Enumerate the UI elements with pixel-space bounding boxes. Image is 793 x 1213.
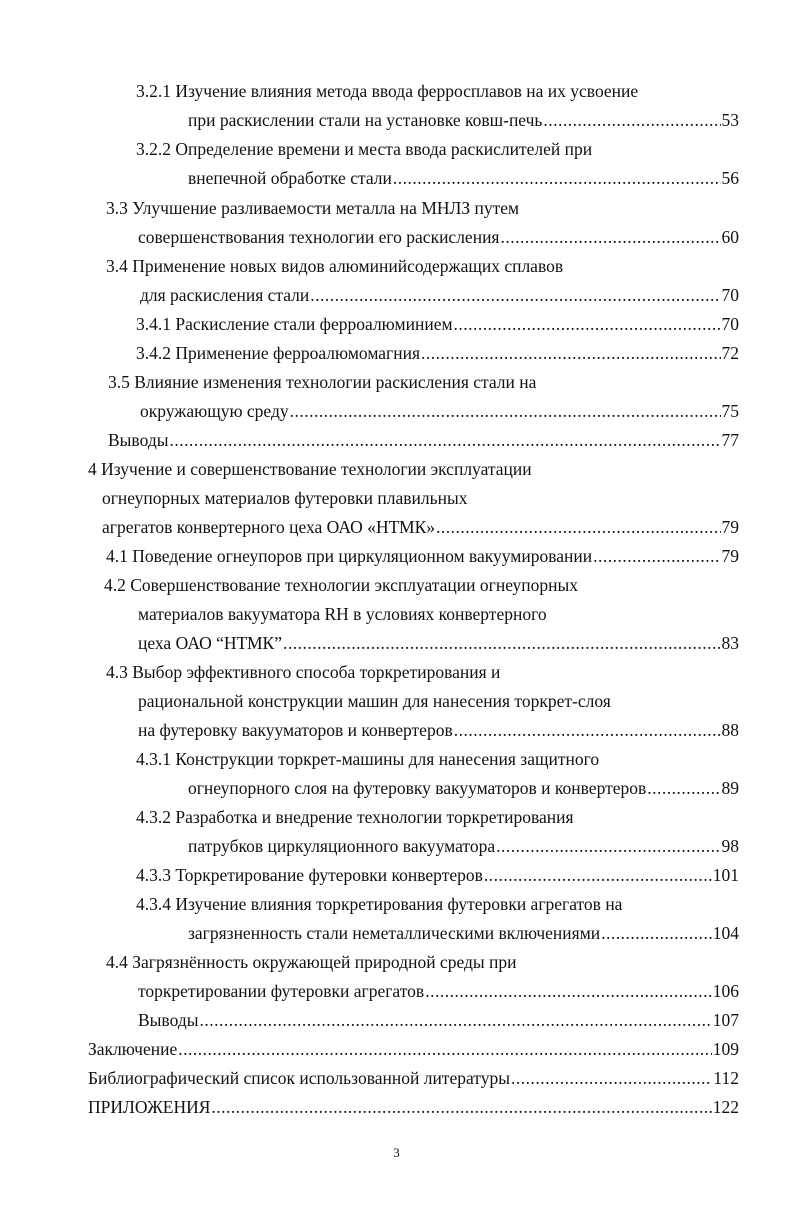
toc-entry (88, 1096, 739, 1118)
toc-entry-page: 109 (712, 1039, 739, 1059)
toc-entry-title: внепечной обработке стали (188, 168, 392, 188)
toc-entry-title: окружающую среду (140, 401, 289, 421)
toc-leader-dots (211, 1096, 711, 1118)
toc-line: 4.4 Загрязнённость окружающей природной среды при (106, 952, 517, 972)
toc-line: 4.3.4 Изучение влияния торкретирования футеровки агрегатов на (136, 894, 623, 914)
toc-entry-page: 60 (721, 227, 739, 247)
toc-entry (188, 835, 739, 857)
toc-entry (138, 632, 739, 654)
toc-line: 4 Изучение и совершенствование технологии эксплуатации (88, 459, 532, 479)
toc-entry-title: Заключение (88, 1039, 178, 1059)
toc-leader-dots (454, 313, 721, 335)
toc-entry-title: совершенствования технологии его раскисления (138, 227, 500, 247)
toc-entry (136, 864, 739, 886)
toc-leader-dots (283, 632, 721, 654)
toc-leader-dots (511, 1067, 712, 1089)
toc-leader-dots (290, 400, 721, 422)
page-number: 3 (393, 1145, 400, 1160)
toc-line: 3.2.2 Определение времени и места ввода раскислителей при (136, 139, 593, 159)
toc-entry-page: 53 (721, 110, 739, 130)
toc-line: 3.2.1 Изучение влияния метода ввода ферросплавов на их усвоение (136, 81, 639, 101)
toc-leader-dots (178, 1038, 712, 1060)
toc-entry-title: Выводы (138, 1010, 199, 1030)
toc-entry-page: 122 (712, 1097, 739, 1117)
toc-entry-page: 75 (721, 401, 739, 421)
toc-entry-title: агрегатов конвертерного цеха ОАО «НТМК» (102, 517, 436, 537)
toc-entry-page: 77 (721, 430, 739, 450)
toc-entry (188, 167, 739, 189)
toc-entry (102, 516, 739, 538)
toc-leader-dots (421, 342, 721, 364)
toc-line: 3.5 Влияние изменения технологии раскисления стали на (108, 372, 537, 392)
toc-leader-dots (436, 516, 720, 538)
toc-leader-dots (593, 545, 720, 567)
toc-entry-title: 3.4.1 Раскисление стали ферроалюминием (136, 314, 453, 334)
toc-leader-dots (425, 980, 712, 1002)
toc-line: 4.2 Совершенствование технологии эксплуатации огнеупорных (104, 575, 579, 595)
toc-entry-page: 107 (712, 1010, 739, 1030)
toc-entry-title: 3.4.2 Применение ферроалюмомагния (136, 343, 420, 363)
toc-leader-dots (454, 719, 721, 741)
toc-entry-title: 4.3.3 Торкретирование футеровки конвертеров (136, 865, 483, 885)
toc-entry (88, 1067, 739, 1089)
toc-line: огнеупорных материалов футеровки плавильных (102, 488, 468, 508)
toc-entry-title: патрубков циркуляционного вакууматора (188, 836, 496, 856)
toc-entry-title: 4.1 Поведение огнеупоров при циркуляционном вакуумировании (106, 546, 593, 566)
toc-entry (108, 429, 739, 451)
toc-entry-page: 88 (721, 720, 739, 740)
toc-line: 4.3.1 Конструкции торкрет-машины для нанесения защитного (136, 749, 600, 769)
toc-entry (188, 109, 739, 131)
toc-leader-dots (310, 284, 720, 306)
toc-line: 4.3 Выбор эффективного способа торкретирования и (106, 662, 501, 682)
toc-leader-dots (601, 922, 712, 944)
toc-entry (140, 284, 739, 306)
toc-entry-title: огнеупорного слоя на футеровку вакууматоров и конвертеров (188, 778, 647, 798)
toc-leader-dots (500, 226, 720, 248)
toc-leader-dots (496, 835, 720, 857)
toc-entry-page: 79 (721, 546, 739, 566)
toc-entry (188, 777, 739, 799)
toc-leader-dots (647, 777, 720, 799)
toc-entry (138, 226, 739, 248)
toc-entry-title: торкретировании футеровки агрегатов (138, 981, 425, 1001)
toc-entry-page: 112 (713, 1068, 739, 1088)
toc-entry-page: 101 (712, 865, 739, 885)
toc-entry (138, 719, 739, 741)
toc-entry (138, 1009, 739, 1031)
toc-entry-page: 70 (721, 285, 739, 305)
toc-entry-title: ПРИЛОЖЕНИЯ (88, 1097, 211, 1117)
toc-entry-page: 83 (721, 633, 739, 653)
toc-entry-title: Библиографический список использованной литературы (88, 1068, 510, 1088)
toc-entry (188, 922, 739, 944)
toc-entry (136, 313, 739, 335)
toc-entry (136, 342, 739, 364)
toc-line: рациональной конструкции машин для нанесения торкрет-слоя (138, 691, 611, 711)
toc-entry-page: 89 (721, 778, 739, 798)
toc-leader-dots (543, 109, 720, 131)
toc-leader-dots (199, 1009, 711, 1031)
toc-entry-page: 56 (721, 168, 739, 188)
toc-leader-dots (393, 167, 721, 189)
toc-entry-title: на футеровку вакууматоров и конвертеров (138, 720, 453, 740)
toc-entry (88, 1038, 739, 1060)
toc-entry-title: загрязненность стали неметаллическими включениями (188, 923, 601, 943)
toc-entry (140, 400, 739, 422)
toc-entry-title: цеха ОАО “НТМК” (138, 633, 282, 653)
toc-entry-page: 79 (721, 517, 739, 537)
toc-entry (138, 980, 739, 1002)
toc-entry-title: для раскисления стали (140, 285, 310, 305)
toc-entry-title: Выводы (108, 430, 169, 450)
toc-leader-dots (484, 864, 712, 886)
toc-leader-dots (169, 429, 720, 451)
toc-entry-title: при раскислении стали на установке ковш-печь (188, 110, 543, 130)
toc-line: материалов вакууматора RH в условиях конвертерного (138, 604, 547, 624)
toc-entry-page: 104 (712, 923, 739, 943)
toc-entry-page: 70 (721, 314, 739, 334)
toc-line: 4.3.2 Разработка и внедрение технологии торкретирования (136, 807, 574, 827)
toc-line: 3.4 Применение новых видов алюминийсодержащих сплавов (106, 256, 564, 276)
toc-entry-page: 72 (721, 343, 739, 363)
toc-entry-page: 106 (712, 981, 739, 1001)
toc-entry (106, 545, 739, 567)
toc-entry-page: 98 (721, 836, 739, 856)
toc-line: 3.3 Улучшение разливаемости металла на МНЛЗ путем (106, 198, 520, 218)
